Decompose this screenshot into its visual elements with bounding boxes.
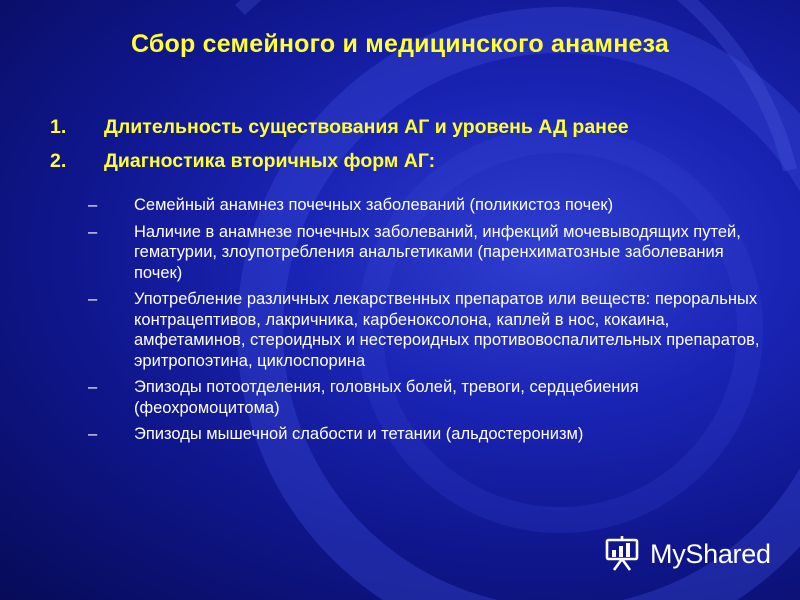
bullet-dash: – <box>88 222 98 241</box>
bullet-item <box>88 377 768 418</box>
presentation-board-icon <box>604 536 642 572</box>
bullet-dash: – <box>88 425 98 443</box>
bullet-item <box>88 424 768 445</box>
myshared-logo[interactable] <box>604 536 771 572</box>
bullet-item <box>88 289 768 371</box>
bullet-text: Употребление различных лекарственных препаратов или веществ: пероральных контрацептивов, лакричника, карбеноксолона, каплей в нос, кокаина, амфетаминов, стероидных и нестероидных противовоспалительных препаратов, эритропоэтина, циклоспорина <box>134 290 760 370</box>
bullet-dash: – <box>88 196 98 214</box>
bullet-text: Семейный анамнез почечных заболеваний (поликистоз почек) <box>134 196 614 214</box>
item-text: Диагностика вторичных форм АГ: <box>104 150 436 172</box>
bullet-text: Эпизоды потоотделения, головных болей, тревоги, сердцебиения (феохромоцитома) <box>134 378 639 417</box>
bullet-dash: – <box>88 378 98 396</box>
bullet-item <box>88 195 768 216</box>
bullet-list <box>88 195 768 451</box>
logo-text: MyShared <box>650 538 771 569</box>
bullet-dash: – <box>88 290 98 308</box>
item-text: Длительность существования АГ и уровень АД ранее <box>104 116 629 138</box>
numbered-item <box>50 115 770 139</box>
bullet-item <box>88 222 768 284</box>
slide-title: Сбор семейного и медицинского анамнеза <box>130 30 670 58</box>
numbered-list <box>50 115 770 183</box>
item-number: 2. <box>50 150 67 172</box>
item-number: 1. <box>50 116 67 138</box>
numbered-item <box>50 149 770 173</box>
bullet-text: Эпизоды мышечной слабости и тетании (альдостеронизм) <box>134 425 584 443</box>
bullet-text: Наличие в анамнезе почечных заболеваний, инфекций мочевыводящих путей, гематурии, злоупотребления анальгетиками (паренхиматозные заболевания почек) <box>134 222 741 282</box>
